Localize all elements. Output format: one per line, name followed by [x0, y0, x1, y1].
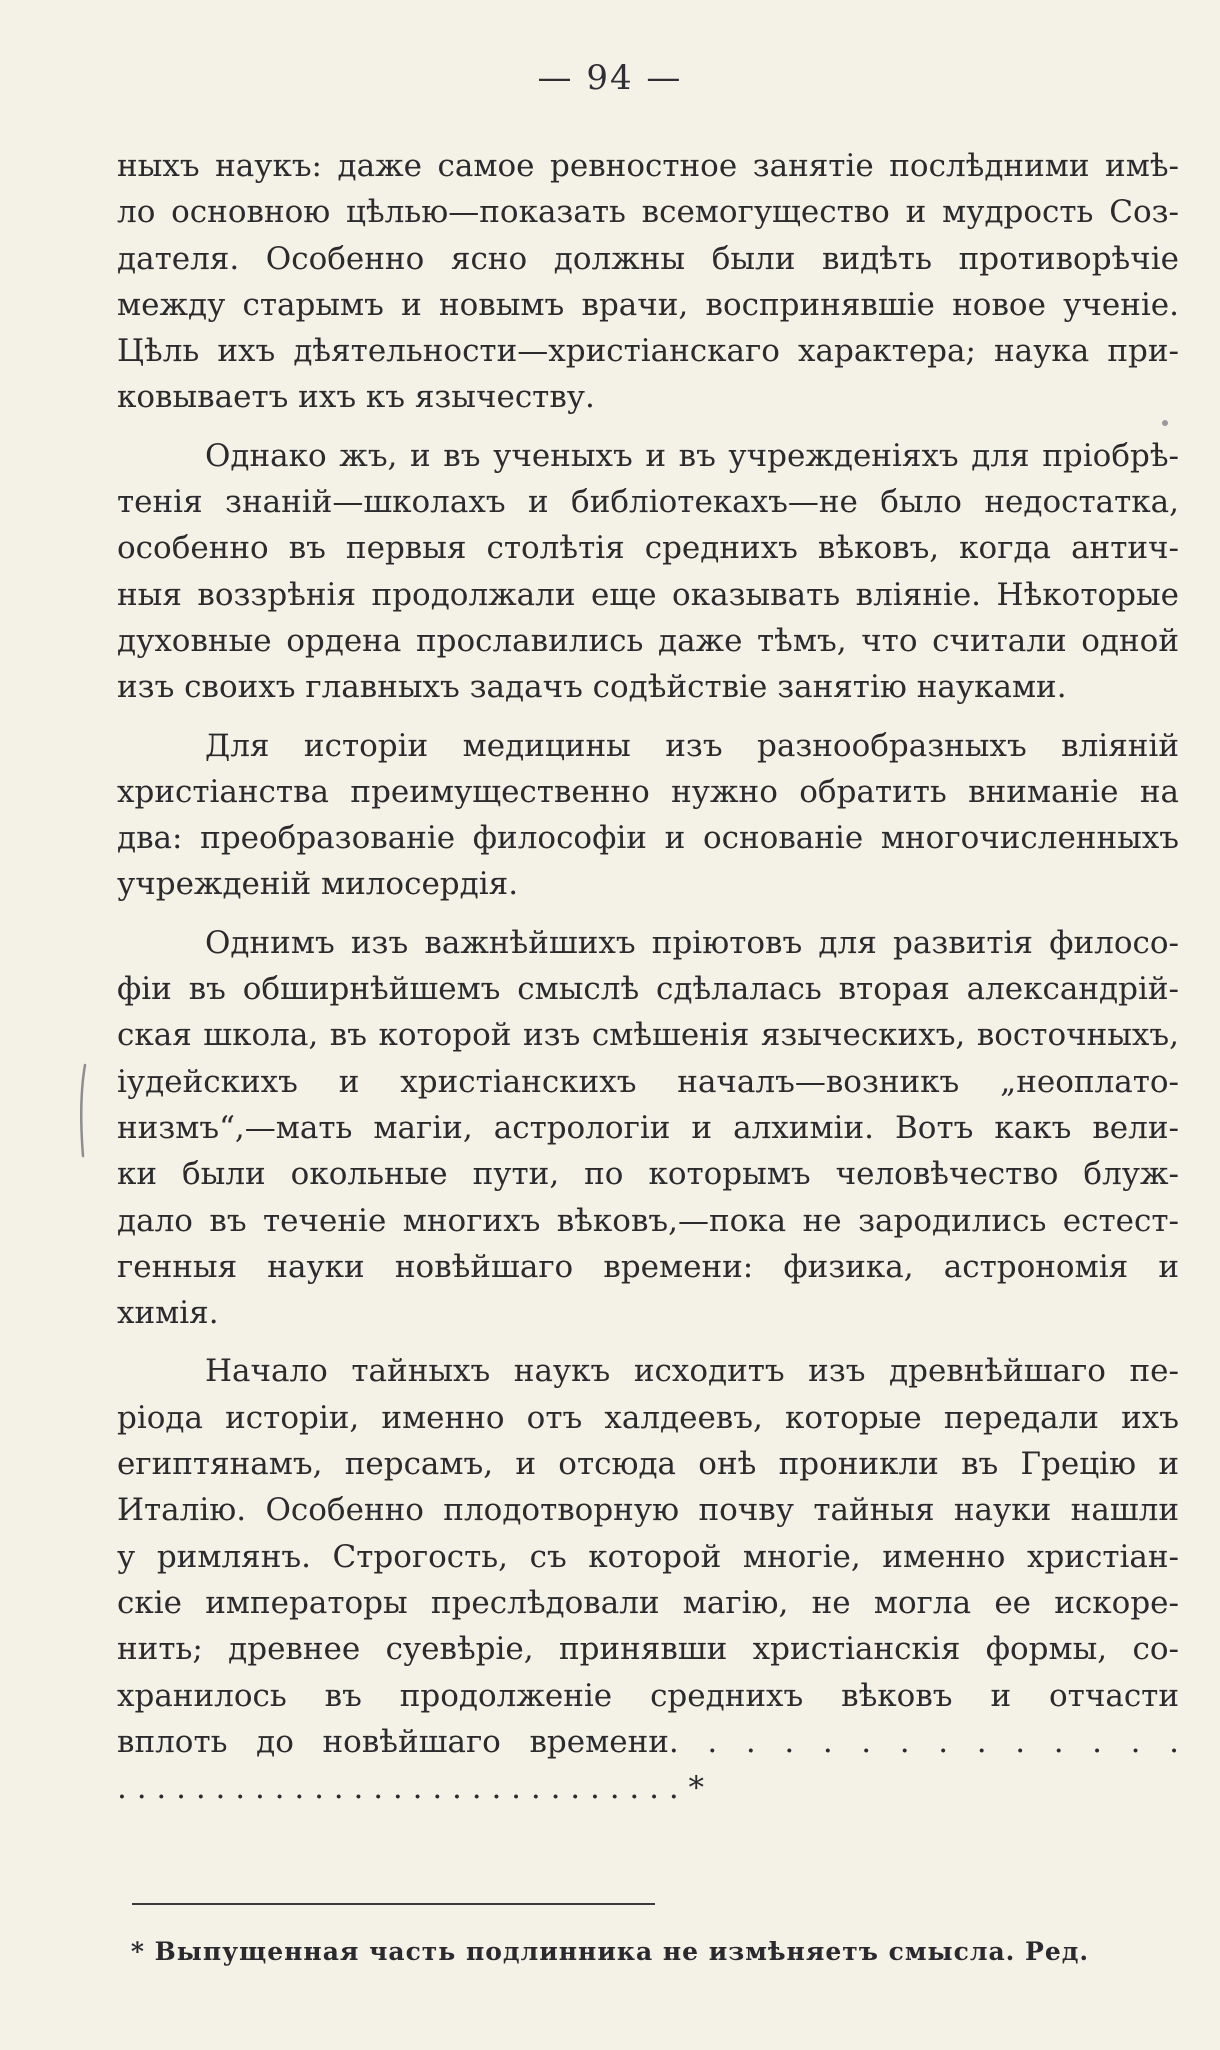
- text-line: ныя воззрѣнія продолжали еще оказывать вліяніе. Нѣкоторые: [117, 576, 1179, 613]
- footnote: * Выпущенная часть подлинника не измѣняетъ смысла. Ред.: [130, 1937, 1090, 1966]
- text-line: духовные ордена прославились даже тѣмъ, что считали одной: [117, 622, 1179, 659]
- text-line: тенія знаній—школахъ и библіотекахъ—не было недостатка,: [117, 484, 1179, 521]
- text-line: ская школа, въ которой изъ смѣшенія языческихъ, восточныхъ,: [117, 1017, 1179, 1054]
- text-line: Однако жъ, и въ ученыхъ и въ учрежденіяхъ для пріобрѣ-: [205, 437, 1179, 474]
- omission-dots: . . . . . . . . . . . . . . . . . . . . . . . . . . . . . *: [117, 1770, 705, 1807]
- text-line: фіи въ обширнѣйшемъ смыслѣ сдѣлалась вторая александрій-: [117, 971, 1179, 1008]
- text-line: ріода исторіи, именно отъ халдеевъ, которые передали ихъ: [117, 1399, 1179, 1436]
- text-line: дало въ теченіе многихъ вѣковъ,—пока не зародились естест-: [117, 1202, 1179, 1239]
- text-line: Италію. Особенно плодотворную почву тайныя науки нашли: [117, 1492, 1179, 1529]
- paragraph-4: [117, 920, 1179, 1337]
- text-line: между старымъ и новымъ врачи, воспринявшіе новое ученіе.: [117, 286, 1179, 323]
- page-number: — 94 —: [537, 58, 683, 98]
- paragraph-1: [117, 143, 1179, 421]
- margin-pencil-mark: [78, 1063, 88, 1158]
- text-line: вплоть до новѣйшаго времени. . . . . . . . . . . . . .: [117, 1723, 1179, 1760]
- paragraph-5: [117, 1348, 1179, 1765]
- text-line: особенно въ первыя столѣтія среднихъ вѣковъ, когда антич-: [117, 530, 1179, 567]
- text-line: ныхъ наукъ: даже самое ревностное занятіе послѣдними имѣ-: [117, 148, 1179, 184]
- text-line: изъ своихъ главныхъ задачъ содѣйствіе занятію науками.: [117, 669, 1067, 706]
- text-line: генныя науки новѣйшаго времени: физика, астрономія и: [117, 1248, 1179, 1285]
- text-line: низмъ“,—мать магіи, астрологіи и алхиміи. Вотъ какъ вели-: [117, 1109, 1179, 1146]
- text-line: скіе императоры преслѣдовали магію, не могла ее искоре-: [117, 1584, 1179, 1621]
- text-line: христіанства преимущественно нужно обратить вниманіе на: [117, 773, 1179, 810]
- text-line: ки были окольные пути, по которымъ человѣчество блуж-: [117, 1156, 1179, 1193]
- body-text: [117, 143, 1179, 1811]
- text-line: хранилось въ продолженіе среднихъ вѣковъ и отчасти: [117, 1677, 1179, 1714]
- paper-speck: [1162, 420, 1168, 426]
- text-line: учрежденій милосердія.: [117, 866, 519, 903]
- paragraph-3: [117, 723, 1179, 908]
- footnote-rule: [132, 1903, 655, 1905]
- text-line: Цѣль ихъ дѣятельности—христіанскаго характера; наука при-: [117, 333, 1179, 370]
- text-line: у римлянъ. Строгость, съ которой многіе, именно христіан-: [117, 1538, 1179, 1575]
- text-line: египтянамъ, персамъ, и отсюда онѣ проникли въ Грецію и: [117, 1446, 1179, 1483]
- text-line: химія.: [117, 1295, 219, 1332]
- text-line: Начало тайныхъ наукъ исходитъ изъ древнѣйшаго пе-: [205, 1353, 1179, 1390]
- paragraph-2: [117, 433, 1179, 711]
- text-line: дателя. Особенно ясно должны были видѣть противорѣчіе: [117, 240, 1179, 277]
- text-line: ло основною цѣлью—показать всемогущество и мудрость Соз-: [117, 194, 1179, 231]
- text-line: нить; древнее суевѣріе, принявши христіанскія формы, со-: [117, 1631, 1179, 1668]
- text-line: ковываетъ ихъ къ язычеству.: [117, 379, 595, 416]
- text-line: два: преобразованіе философіи и основаніе многочисленныхъ: [117, 820, 1179, 857]
- text-line: Однимъ изъ важнѣйшихъ пріютовъ для развитія филосо-: [205, 924, 1179, 961]
- text-line: іудейскихъ и христіанскихъ началъ—возникъ „неоплато-: [117, 1063, 1179, 1100]
- text-line: Для исторіи медицины изъ разнообразныхъ вліяній: [205, 727, 1179, 764]
